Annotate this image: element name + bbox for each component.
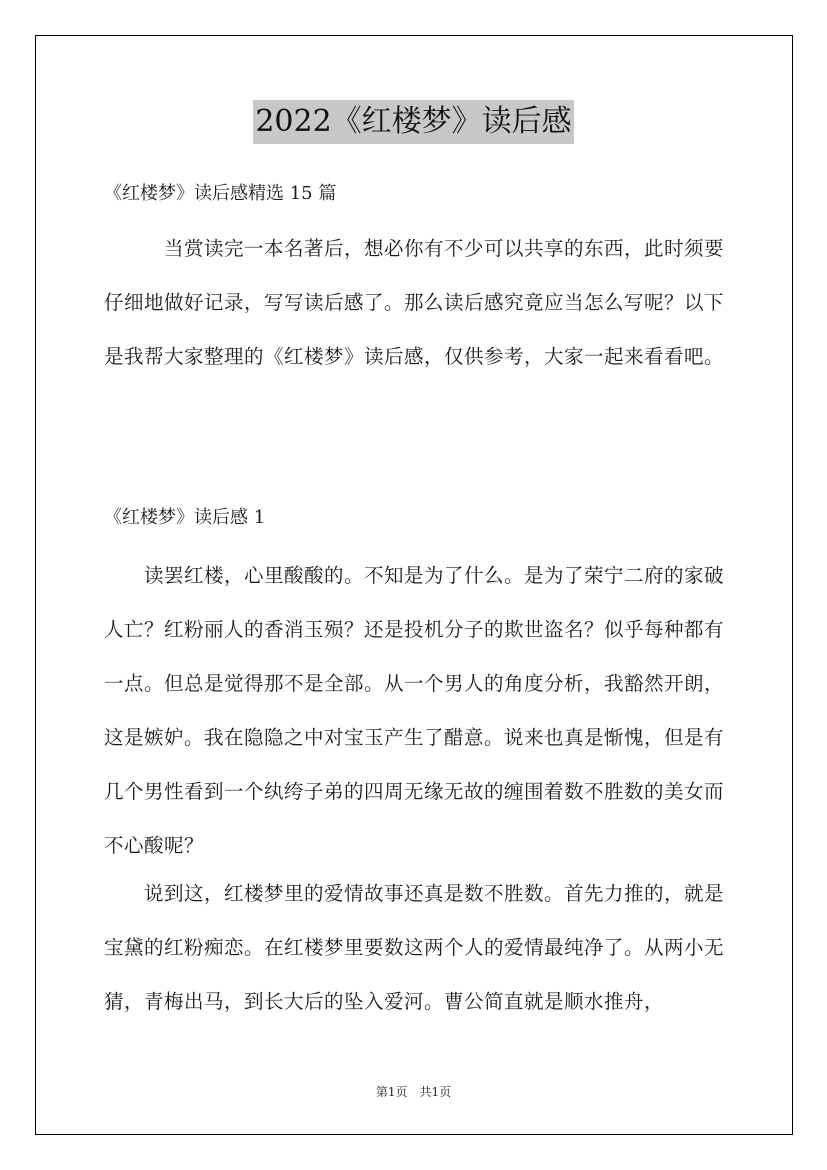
document-title: [0, 100, 827, 144]
body-paragraph-1: 读罢红楼，心里酸酸的。不知是为了什么。是为了荣宁二府的家破人亡？红粉丽人的香消玉殒？还是投机分子的欺世盗名？似乎每种都有一点。但总是觉得那不是全部。从一个男人的角度分析，我豁然开朗，这是嫉妒。我在隐隐之中对宝玉产生了醋意。说来也真是惭愧，但是有几个男性看到一个纨绔子弟的四周无缘无故的缠围着数不胜数的美女而不心酸呢？: [104, 564, 725, 857]
section-heading: 《红楼梦》读后感 1: [104, 507, 266, 528]
document-title-text: 2022《红楼梦》读后感: [253, 100, 573, 144]
document-subtitle: 《红楼梦》读后感精选 15 篇: [104, 183, 337, 204]
page-footer: 第1页 共1页: [375, 1085, 452, 1099]
intro-paragraph: 当赏读完一本名著后，想必你有不少可以共享的东西，此时须要仔细地做好记录，写写读后感了。那么读后感究竟应当怎么写呢？以下是我帮大家整理的《红楼梦》读后感，仅供参考，大家一起来看看吧。: [104, 237, 725, 368]
body-paragraph-2: 说到这，红楼梦里的爱情故事还真是数不胜数。首先力推的，就是宝黛的红粉痴恋。在红楼梦里要数这两个人的爱情最纯净了。从两小无猜，青梅出马，到长大后的坠入爱河。曹公简直就是顺水推舟，: [104, 882, 725, 1013]
